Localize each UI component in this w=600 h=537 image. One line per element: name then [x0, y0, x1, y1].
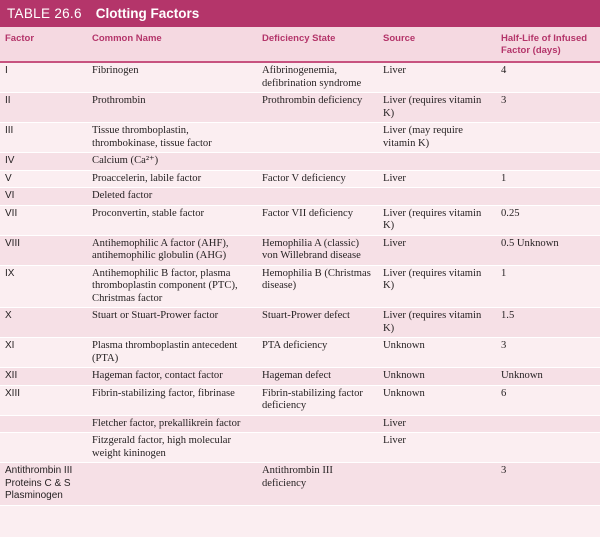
cell-factor: XIII — [0, 385, 87, 415]
cell-deficiency-state: Hemophilia A (classic) von Willebrand disease — [257, 235, 378, 265]
cell-common-name: Deleted factor — [87, 188, 257, 206]
cell-common-name: Fletcher factor, prekallikrein factor — [87, 415, 257, 433]
cell-half-life: 0.25 — [496, 205, 600, 235]
cell-common-name: Tissue thromboplastin, thrombokinase, tissue factor — [87, 123, 257, 153]
table-row — [0, 368, 600, 386]
cell-factor: II — [0, 93, 87, 123]
cell-common-name: Antihemophilic A factor (AHF), antihemophilic globulin (AHG) — [87, 235, 257, 265]
cell-common-name: Fitzgerald factor, high molecular weight kininogen — [87, 433, 257, 463]
header-deficiency-state: Deficiency State — [257, 27, 378, 62]
cell-factor: XI — [0, 338, 87, 368]
table-row — [0, 308, 600, 338]
cell-source: Liver — [378, 62, 496, 93]
cell-half-life: 3 — [496, 93, 600, 123]
header-factor: Factor — [0, 27, 87, 62]
cell-source: Unknown — [378, 368, 496, 386]
cell-common-name: Fibrinogen — [87, 62, 257, 93]
cell-half-life — [496, 433, 600, 463]
cell-half-life: Unknown — [496, 368, 600, 386]
cell-factor: IV — [0, 153, 87, 171]
table-row — [0, 93, 600, 123]
cell-common-name: Hageman factor, contact factor — [87, 368, 257, 386]
table-row — [0, 433, 600, 463]
cell-factor: IX — [0, 265, 87, 308]
cell-half-life: 1.5 — [496, 308, 600, 338]
cell-source: Unknown — [378, 385, 496, 415]
cell-deficiency-state: Antithrombin III deficiency — [257, 463, 378, 506]
cell-deficiency-state: Hemophilia B (Christmas disease) — [257, 265, 378, 308]
table-row — [0, 188, 600, 206]
cell-source: Liver (requires vitamin K) — [378, 205, 496, 235]
cell-deficiency-state: Factor VII deficiency — [257, 205, 378, 235]
cell-deficiency-state: Stuart-Prower defect — [257, 308, 378, 338]
table-row — [0, 265, 600, 308]
table-row — [0, 385, 600, 415]
cell-deficiency-state — [257, 188, 378, 206]
cell-source — [378, 188, 496, 206]
table-row — [0, 235, 600, 265]
cell-factor: X — [0, 308, 87, 338]
table-row — [0, 338, 600, 368]
table-row — [0, 463, 600, 506]
cell-half-life: 0.5 Unknown — [496, 235, 600, 265]
cell-common-name: Proaccelerin, labile factor — [87, 170, 257, 188]
table-body — [0, 62, 600, 505]
cell-half-life — [496, 123, 600, 153]
header-source: Source — [378, 27, 496, 62]
cell-deficiency-state — [257, 433, 378, 463]
cell-factor — [0, 415, 87, 433]
table-row — [0, 170, 600, 188]
cell-half-life: 3 — [496, 463, 600, 506]
table-row — [0, 205, 600, 235]
cell-half-life: 3 — [496, 338, 600, 368]
cell-half-life: 1 — [496, 265, 600, 308]
cell-half-life — [496, 153, 600, 171]
cell-source: Liver (requires vitamin K) — [378, 93, 496, 123]
table-header-row — [0, 27, 600, 62]
cell-deficiency-state: Afibrinogenemia, defibrination syndrome — [257, 62, 378, 93]
header-half-life: Half-Life of Infused Factor (days) — [496, 27, 600, 62]
cell-deficiency-state — [257, 153, 378, 171]
table-row — [0, 153, 600, 171]
cell-factor — [0, 433, 87, 463]
table-number: TABLE 26.6 — [7, 6, 82, 21]
cell-deficiency-state: Fibrin-stabilizing factor deficiency — [257, 385, 378, 415]
cell-source: Liver — [378, 415, 496, 433]
cell-source: Liver (may require vitamin K) — [378, 123, 496, 153]
cell-source: Liver (requires vitamin K) — [378, 265, 496, 308]
cell-common-name: Proconvertin, stable factor — [87, 205, 257, 235]
header-common-name: Common Name — [87, 27, 257, 62]
cell-deficiency-state — [257, 123, 378, 153]
cell-factor: VII — [0, 205, 87, 235]
table-title: Clotting Factors — [95, 6, 200, 21]
cell-source: Liver — [378, 433, 496, 463]
cell-factor: XII — [0, 368, 87, 386]
table-row — [0, 415, 600, 433]
cell-source: Liver (requires vitamin K) — [378, 308, 496, 338]
cell-source: Liver — [378, 235, 496, 265]
cell-half-life — [496, 188, 600, 206]
cell-source: Liver — [378, 170, 496, 188]
cell-factor: III — [0, 123, 87, 153]
clotting-factors-table — [0, 27, 600, 506]
cell-common-name: Stuart or Stuart-Prower factor — [87, 308, 257, 338]
cell-common-name: Fibrin-stabilizing factor, fibrinase — [87, 385, 257, 415]
table-row — [0, 62, 600, 93]
cell-common-name: Antihemophilic B factor, plasma thromboplastin component (PTC), Christmas factor — [87, 265, 257, 308]
cell-factor: VI — [0, 188, 87, 206]
cell-common-name: Prothrombin — [87, 93, 257, 123]
cell-factor: VIII — [0, 235, 87, 265]
cell-source — [378, 463, 496, 506]
cell-half-life: 1 — [496, 170, 600, 188]
cell-deficiency-state: Prothrombin deficiency — [257, 93, 378, 123]
cell-deficiency-state: PTA deficiency — [257, 338, 378, 368]
cell-half-life: 6 — [496, 385, 600, 415]
cell-common-name: Calcium (Ca²⁺) — [87, 153, 257, 171]
cell-deficiency-state: Hageman defect — [257, 368, 378, 386]
cell-factor: Antithrombin III Proteins C & S Plasminogen — [0, 463, 87, 506]
table-title-bar — [0, 0, 600, 27]
cell-factor: I — [0, 62, 87, 93]
cell-half-life: 4 — [496, 62, 600, 93]
cell-deficiency-state — [257, 415, 378, 433]
cell-common-name — [87, 463, 257, 506]
table-row — [0, 123, 600, 153]
cell-half-life — [496, 415, 600, 433]
cell-deficiency-state: Factor V deficiency — [257, 170, 378, 188]
cell-source: Unknown — [378, 338, 496, 368]
cell-source — [378, 153, 496, 171]
cell-factor: V — [0, 170, 87, 188]
cell-common-name: Plasma thromboplastin antecedent (PTA) — [87, 338, 257, 368]
